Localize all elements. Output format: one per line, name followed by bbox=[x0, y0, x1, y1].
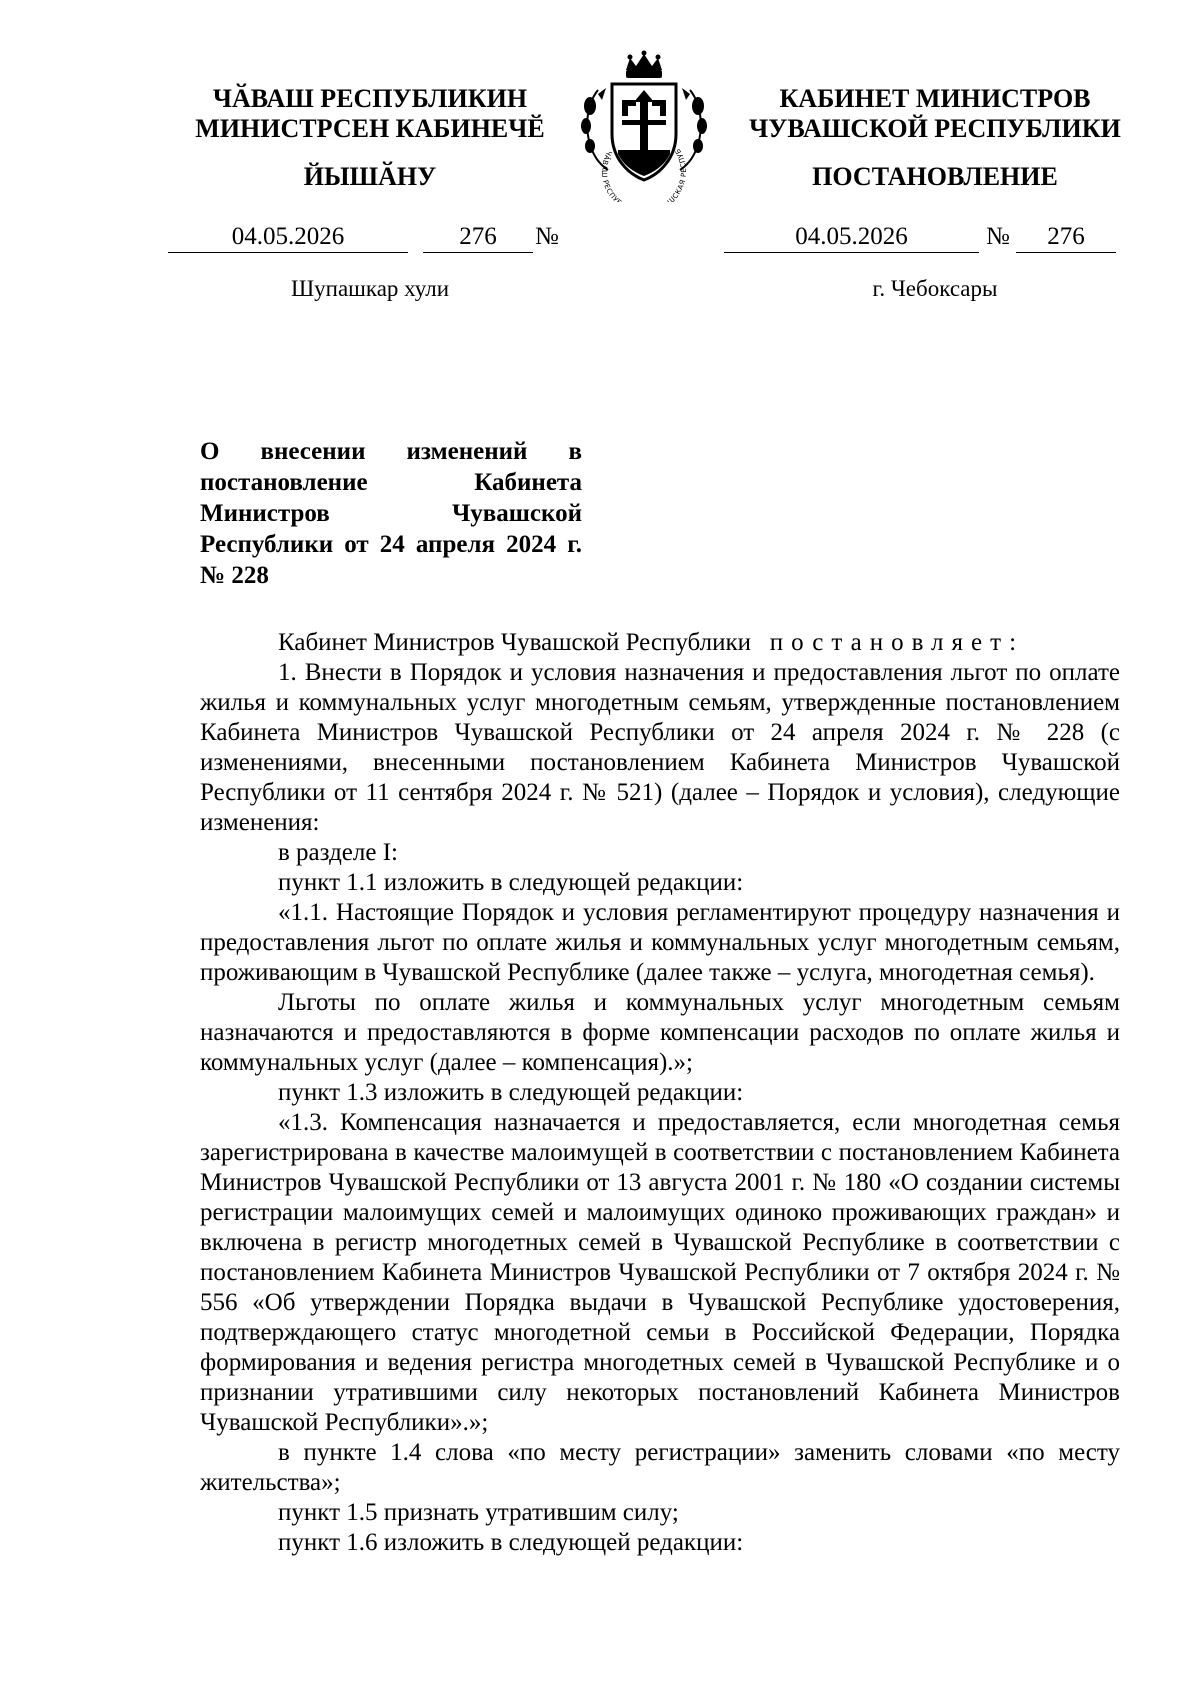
body-paragraph: пункт 1.5 признать утратившим силу; bbox=[278, 1499, 679, 1526]
body-paragraph: Льготы по оплате жилья и коммунальных услуг многодетным семьям назначаются и предоставляются в форме компенсации расходов по оплате жилья и коммунальных услуг (далее – компенсация).»; bbox=[200, 989, 1120, 1076]
date-left: 04.05.2026 bbox=[168, 222, 408, 253]
date-right: 04.05.2026 bbox=[724, 222, 979, 253]
body-paragraph: 1. Внести в Порядок и условия назначения и предоставления льгот по оплате жилья и коммунальных услуг многодетным семьям, утвержденные постановлением Кабинета Министров Чувашской Республики от 24 апреля 2024 г. № 228 (с изменениями, внесенными постановлением Кабинета Министров Чувашской Республики от 11 сентября 2024 г. № 521) (далее – Порядок и условия), следующие изменения: bbox=[200, 659, 1120, 836]
header-left-title bbox=[185, 84, 555, 144]
body-paragraph: в разделе I: bbox=[278, 839, 398, 866]
number-right: 276 bbox=[1016, 222, 1116, 253]
preamble-text: Кабинет Министров Чувашской Республики bbox=[278, 629, 752, 656]
doc-type-right: ПОСТАНОВЛЕНИЕ bbox=[812, 162, 1058, 191]
body-paragraph: «1.3. Компенсация назначается и предоставляется, если многодетная семья зарегистрирована в качестве малоимущей в соответствии с постановлением Кабинета Министров Чувашской Республики от 13 августа 2001 г. № 180 «О создании системы регистрации малоимущих семей и малоимущих одиноко проживающих граждан» и включена в регистр многодетных семей в Чувашской Республике в соответствии с постановлением Кабинета Министров Чувашской Республики от 7 октября 2024 г. № 556 «Об утверждении Порядка выдачи в Чувашской Республике удостоверения, подтверждающего статус многодетной семьи в Российской Федерации, Порядка формирования и ведения регистра многодетных семей в Чувашской Республике и о признании утратившими силу некоторых постановлений Кабинета Министров Чувашской Республики».»; bbox=[200, 1109, 1120, 1436]
body-paragraph: пункт 1.1 изложить в следующей редакции: bbox=[278, 869, 744, 896]
header-left-line1: ЧӐВАШ РЕСПУБЛИКИН bbox=[212, 84, 528, 113]
preamble-colon: : bbox=[1009, 629, 1017, 656]
chuvash-coat-of-arms-icon bbox=[568, 50, 720, 202]
body-paragraph: «1.1. Настоящие Порядок и условия регламентируют процедуру назначения и предоставления льгот по оплате жилья и коммунальных услуг многодетным семьям, проживающим в Чувашской Республике (далее также – услуга, многодетная семья). bbox=[200, 899, 1120, 986]
date-number-left bbox=[168, 222, 568, 254]
document-subject: О внесении изменений в постановление Кабинета Министров Чувашской Республики от 24 апреля 2024 г. № 228 bbox=[200, 438, 582, 589]
number-left: 276 bbox=[423, 222, 533, 253]
body-paragraph: пункт 1.3 изложить в следующей редакции: bbox=[278, 1079, 744, 1106]
header-left-line2: МИНИСТРСЕН КАБИНЕЧӖ bbox=[195, 114, 545, 143]
preamble-verb: постановляет bbox=[769, 629, 1010, 656]
body-paragraph: пункт 1.6 изложить в следующей редакции: bbox=[278, 1529, 744, 1556]
date-number-right bbox=[724, 222, 1134, 254]
body-paragraph: в пункте 1.4 слова «по месту регистрации» заменить словами «по месту жительства»; bbox=[200, 1439, 1120, 1496]
place-left: Шупашкар хули bbox=[290, 276, 450, 301]
number-sign-left: № bbox=[535, 223, 559, 250]
doc-type-left: ЙЫШӐНУ bbox=[303, 162, 437, 191]
preamble bbox=[200, 628, 1120, 658]
header-right-title bbox=[740, 84, 1130, 144]
number-sign-right: № bbox=[986, 223, 1010, 250]
place-right: г. Чебоксары bbox=[872, 276, 998, 301]
emblem-ring-text: ЧӐВАШ РЕСПУ ШСКАЯ РЕСПУБ bbox=[599, 146, 689, 202]
header-right-line2: ЧУВАШСКОЙ РЕСПУБЛИКИ bbox=[749, 114, 1121, 143]
document-body bbox=[200, 628, 1120, 1558]
header-right-line1: КАБИНЕТ МИНИСТРОВ bbox=[779, 84, 1091, 113]
